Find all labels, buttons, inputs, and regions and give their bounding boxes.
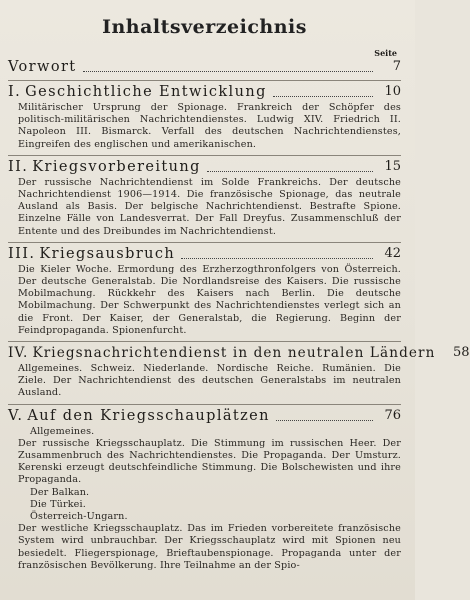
- toc-entry-vorwort: [8, 58, 401, 76]
- section-page-number: 58: [452, 345, 470, 361]
- subsection-tuerkei: Die Türkei.: [30, 498, 86, 510]
- section-number: I.: [8, 84, 22, 100]
- page-column-label: Seite: [374, 48, 397, 58]
- subsection-balkan: Der Balkan.: [30, 486, 90, 498]
- subsection-russisch: Der russische Kriegsschauplatz. Die Stimmung im russischen Heer. Der Zusammenbruch des Nachrichtendienstes. Die Propaganda. Der Umsturz. Kerenski erzeugt deutschfeindliche Stimmung. Die Bolschewisten und ihre Propaganda.: [18, 437, 401, 486]
- section-heading: Geschichtliche Entwicklung: [25, 84, 267, 100]
- dot-leader: [276, 419, 373, 421]
- toc-entry-5: [8, 407, 401, 425]
- dot-leader: [181, 257, 373, 259]
- divider: [8, 242, 401, 243]
- toc-entry-2: [8, 158, 401, 176]
- toc-entry-1: [8, 83, 401, 101]
- divider: [8, 155, 401, 156]
- page-title: Inhaltsverzeichnis: [102, 16, 307, 38]
- section-summary: Militärischer Ursprung der Spionage. Frankreich der Schöpfer des politisch-militärischen Nachrichtendienstes. Ludwig XIV. Friedrich II. Napoleon III. Bismarck. Verfall des deutschen Nachrichtendienstes, Eingreifen des englischen und amerikanischen.: [18, 102, 401, 150]
- section-number: V.: [8, 407, 24, 424]
- section-heading: Auf den Kriegsschauplätzen: [27, 407, 270, 424]
- toc-entry-3: [8, 245, 401, 263]
- divider: [8, 404, 401, 405]
- section-heading: Kriegsausbruch: [39, 245, 176, 262]
- section-number: II.: [8, 158, 29, 175]
- subsection-allgemeines: Allgemeines.: [30, 425, 95, 437]
- section-page-number: 15: [384, 158, 401, 174]
- section-number: IV.: [8, 345, 29, 362]
- section-page-number: 76: [384, 407, 401, 423]
- section-heading: Kriegsnachrichtendienst in den neutralen Ländern: [32, 345, 436, 362]
- section-heading: Kriegsvorbereitung: [32, 158, 201, 175]
- section-summary: Der russische Nachrichtendienst im Solde Frankreichs. Der deutsche Nachrichtendienst 1906—1914. Die französische Spionage, das neutrale Ausland als Basis. Der belgische Nachrichtendienst. Bestrafte Spione. Einzelne Fälle von Landesverrat. Der Fall Dreyfus. Zusammenschluß der Entente und des Dreibundes im Nachrichtendienst.: [18, 176, 401, 237]
- section-summary: [18, 426, 401, 572]
- section-page-number: 10: [384, 84, 401, 99]
- dot-leader: [273, 95, 373, 97]
- toc-entry-4: [8, 344, 470, 362]
- section-summary: Allgemeines. Schweiz. Niederlande. Nordische Reiche. Rumänien. Die Ziele. Der Nachrichtendienst des deutschen Generalstabs im neutralen Ausland.: [18, 363, 401, 399]
- section-page-number: 7: [392, 59, 401, 74]
- section-page-number: 42: [384, 245, 401, 261]
- subsection-westlich: Der westliche Kriegsschauplatz. Das im Frieden vorbereitete französische System wird unbrauchbar. Der Kriegsschauplatz wird mit Spionen neu besiedelt. Fliegerspionage, Brieftaubenspionage. Propaganda unter der französischen Bevölkerung. Ihre Teilnahme an der Spio-: [18, 523, 401, 571]
- dot-leader: [83, 70, 373, 72]
- divider: [8, 341, 401, 342]
- section-number: III.: [8, 245, 36, 262]
- subsection-oesterreich: Österreich-Ungarn.: [30, 511, 128, 523]
- section-summary: Die Kieler Woche. Ermordung des Erzherzogthronfolgers von Österreich. Der deutsche Generalstab. Die Nordlandsreise des Kaisers. Die russische Mobilmachung. Rückkehr des Kaisers nach Berlin. Die deutsche Mobilmachung. Der Schwerpunkt des Nachrichtendienstes verlegt sich an die Front. Der Kaiser, der Generalstab, die Regierung. Beginn der Feindpropaganda. Spionenfurcht.: [18, 263, 401, 336]
- divider: [8, 80, 401, 81]
- section-heading: Vorwort: [8, 59, 77, 75]
- dot-leader: [207, 170, 373, 172]
